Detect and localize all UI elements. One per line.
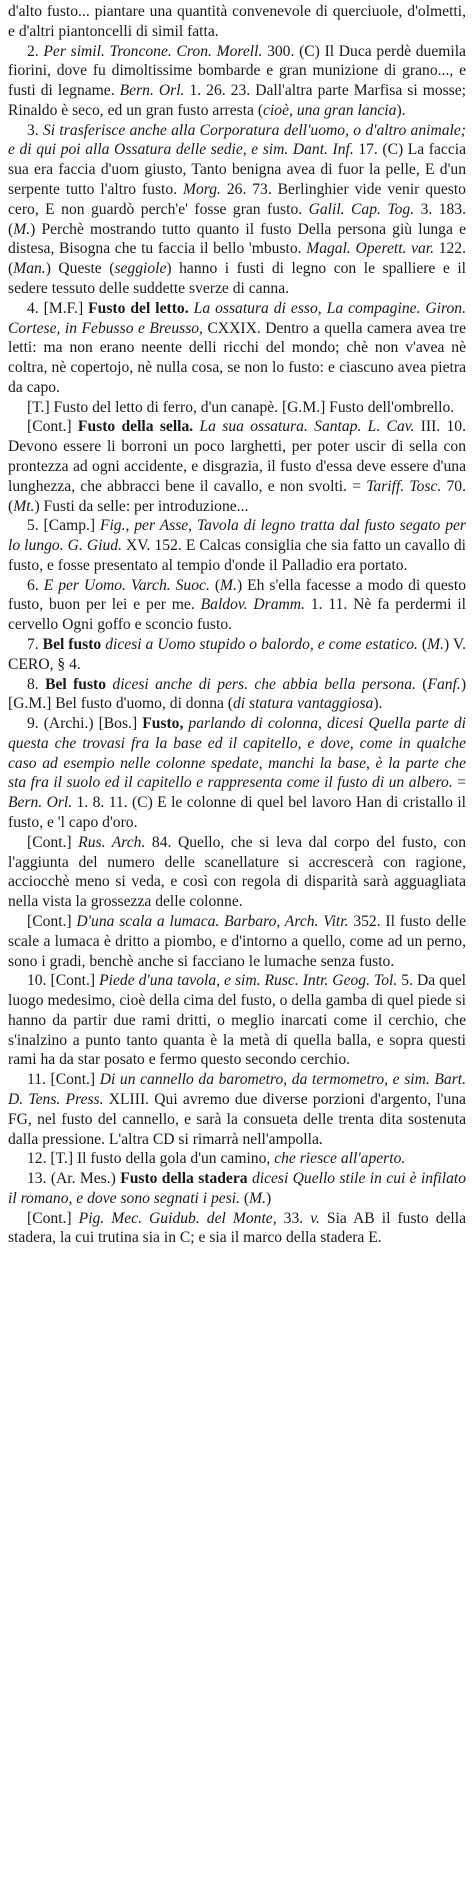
italic-text: Mt. — [13, 497, 35, 515]
italic-text: di statura vantaggiosa — [233, 695, 374, 713]
italic-text: M. — [220, 576, 237, 594]
italic-text: Di un cannello da barometro, da termometro, e sim. Bart. D. Tens. Press. — [8, 1071, 466, 1108]
italic-text: Magal. Operett. var. — [306, 240, 435, 258]
body-text: 26. 73. Berlinghier vide venir questo cero, E non guardò perch'e' fosse gran fusto. — [8, 181, 466, 218]
headword-text: Fusto del letto. — [88, 299, 189, 317]
body-text: 11. [Cont.] — [27, 1071, 100, 1089]
body-text: 9. (Archi.) [Bos.] — [27, 715, 143, 733]
italic-text: M. — [427, 636, 444, 653]
italic-text: Per simil. Troncone. Cron. Morell. — [43, 42, 263, 60]
entry-paragraph — [8, 833, 466, 912]
body-text: ) Perchè mostrando tutto quanto il fusto Della persona giù lunga e distesa, Bisogna che tu faccia il bello 'mbusto. — [8, 220, 466, 258]
italic-text: Bern. Orl. — [8, 794, 73, 812]
body-text: ( — [415, 675, 428, 693]
headword-text: Fusto della stadera — [120, 1170, 248, 1188]
body-text: 1. 11. Nè fa perdermi il cervello Ogni goffo e sconcio fusto. — [8, 596, 467, 634]
entry-paragraph — [8, 1149, 466, 1169]
body-text: ) Eh s'ella facesse a modo di questo fusto, buon per lei e per me. — [8, 576, 467, 614]
italic-text: D'una scala a lumaca. Barbaro, Arch. Vitr. — [76, 912, 349, 930]
italic-text: Piede d'una tavola, e sim. Rusc. Intr. Geog. Tol. — [99, 972, 398, 990]
entry-paragraph — [8, 675, 466, 715]
italic-text: cioè, una gran lancia — [263, 101, 397, 119]
body-text: ) [G.M.] Bel fusto d'uomo, di donna ( — [8, 675, 467, 713]
entry-paragraph — [8, 576, 466, 635]
body-text: ) V. CERO, § 4. — [8, 636, 467, 673]
italic-text: Baldov. Dramm. — [200, 596, 305, 614]
body-text: Sia AB il fusto della stadera, la cui trutina sia in C; e sia il marco della stadera E. — [8, 1209, 466, 1247]
body-text: 3. — [27, 121, 43, 139]
italic-text: dicesi a Uomo stupido o balordo, e come estatico. — [105, 636, 418, 653]
body-text: = — [452, 774, 466, 792]
entry-paragraph — [8, 2, 466, 42]
body-text: 7. — [27, 636, 43, 653]
entry-paragraph — [8, 42, 466, 121]
body-text: 6. — [27, 576, 44, 594]
body-text: ( — [209, 576, 221, 594]
italic-text: v. — [310, 1209, 320, 1227]
body-text: ) hanno i fusti di legno con le spalliere e il sedere tessuto delle suddette sverze di canna. — [8, 260, 466, 297]
body-text: 8. — [27, 675, 46, 693]
body-text: XV. 152. E Calcas consiglia che sia fatto un cavallo di fusto, e fosse presentato al tempio d'onde il Palladio era portato. — [8, 537, 466, 574]
italic-text: Pig. Mec. Guidub. del Monte, — [78, 1209, 277, 1227]
italic-text: Fig., per Asse, Tavola di legno tratta dal fusto segato per lo lungo. G. Giud. — [8, 517, 466, 555]
entry-paragraph — [8, 417, 466, 516]
italic-text: che riesce all'aperto. — [274, 1150, 406, 1168]
italic-text: Si trasferisce anche alla Corporatura dell'uomo, o d'altro animale; e di qui poi alla Ossatura delle sedie, e sim. Dant. Inf. — [8, 121, 466, 159]
italic-text: Morg. — [182, 181, 221, 199]
body-text: ) — [266, 1189, 272, 1207]
body-text: 10. [Cont.] — [27, 972, 100, 990]
headword-text: Bel fusto — [45, 675, 107, 693]
italic-text: Galil. Cap. Tog. — [308, 200, 415, 218]
body-text: III. 10. Devono essere li borroni un poco larghetti, per poter uscir di sella con prontezza ad ogni accidente, e disgrazia, il fusto d'essa deve essere d'una lunghezza, che abbracci bene il cavallo, e non svolti. = — [8, 418, 466, 495]
body-text: 12. [T.] Il fusto della gola d'un camino, — [27, 1150, 275, 1168]
body-text: 300. (C) Il Duca perdè duemila fiorini, dove fu dimoltissime bombarde e gran munizione di grano..., e fusti di legname. — [8, 42, 466, 100]
body-text: 4. [M.F.] — [27, 299, 89, 317]
body-text: [T.] Fusto del letto di ferro, d'un canapè. [G.M.] Fusto dell'ombrello. — [27, 398, 455, 416]
italic-text: Tariff. Tosc. — [366, 477, 442, 495]
body-text: 5. [Camp.] — [27, 517, 100, 535]
body-text: ( — [240, 1189, 250, 1207]
italic-text: La ossatura di esso, La compagine. Giron. Cortese, in Febusso e Breusso, — [8, 299, 466, 337]
body-text: 352. Il fusto delle scale a lumaca è dritto a piombo, e d'intorno a quello, come ad un perno, sono i gradi, benchè anche si facciano le lumache senza fusto. — [8, 912, 467, 970]
entry-paragraph — [8, 912, 466, 971]
italic-text: Fanf. — [427, 675, 461, 693]
entry-paragraph — [8, 1169, 466, 1209]
italic-text: M. — [13, 220, 31, 238]
body-text: 5. Da quel luogo medesimo, cioè della cima del fusto, o della gamba di quel piede si hanno da partir due rami dritti, o meglio inarcati come il cerchio, che s'inalzino a punto tanto quanta è la metà di quella balla, e sopra questi rami ha da star posato e fermo questo secondo cerchio. — [8, 972, 467, 1069]
body-text: 70. ( — [8, 477, 466, 515]
italic-text: La sua ossatura. Santap. L. Cav. — [199, 418, 415, 436]
body-text: CXXIX. Dentro a quella camera avea tre letti: ma non erano neente delli ricchi del mondo; chè non v'avea nè coltra, nè copertojo, nè nulla cosa, se non lo fusto: e ciascuno avea pietra da capo. — [8, 319, 467, 396]
body-text: 84. Quello, che si leva dal corpo del fusto, con l'aggiunta del numero delle scanellature si accrescerà con ragione, acciocchè meno si veda, e così con regola di disparità sarà agguagliata nella vista la grossezza delle colonne. — [8, 833, 466, 911]
italic-text: Rus. Arch. — [78, 833, 146, 851]
body-text: ). — [396, 101, 406, 119]
body-text: 1. 8. 11. (C) E le colonne di quel bel lavoro Han di cristallo il fusto, e 'l capo d'oro. — [8, 794, 466, 832]
entry-paragraph — [8, 1209, 466, 1249]
body-text: 1. 26. 23. Dall'altra parte Marfisa si mosse; Rinaldo è seco, ed un gran fusto arresta ( — [8, 82, 467, 119]
entry-paragraph — [8, 1070, 466, 1149]
body-text: 3. 183. ( — [8, 200, 467, 238]
body-text: [Cont.] — [27, 418, 78, 436]
dictionary-entry-body — [8, 2, 466, 1248]
entry-paragraph — [8, 635, 466, 675]
headword-text: Fusto, — [142, 715, 184, 733]
body-text: XLIII. Qui avremo due diverse porzioni d'argento, l'una FG, nel fusto del cannello, e sarà la consueta delle trenta dita sostenuta dalla pressione. L'altra CD si rimarrà nell'ampolla. — [8, 1090, 466, 1148]
entry-paragraph — [8, 398, 466, 418]
body-text: 13. (Ar. Mes.) — [27, 1170, 121, 1188]
entry-paragraph — [8, 299, 466, 398]
body-text: 122. ( — [8, 240, 466, 278]
italic-text: Bern. Orl. — [119, 82, 185, 100]
italic-text: Man. — [13, 260, 46, 278]
body-text: 33. — [276, 1209, 311, 1227]
body-text: 17. (C) La faccia sua era faccia d'uom giusto, Tanto benigna avea di fuor la pelle, E d'un serpente tutto l'altro fusto. — [8, 141, 467, 199]
body-text: [Cont.] — [27, 1209, 79, 1227]
headword-text: Bel fusto — [42, 636, 102, 653]
body-text: ) Fusti da selle: per introduzione... — [34, 497, 249, 515]
italic-text: dicesi Quello stile in cui è infilato il romano, e dove sono segnati i pesi. — [8, 1170, 466, 1207]
italic-text: M. — [249, 1189, 266, 1207]
body-text: [Cont.] — [27, 833, 79, 851]
body-text: d'alto fusto... piantare una quantità convenevole di querciuole, d'olmetti, e d'altri piantoncelli di simil fatta. — [8, 3, 466, 40]
body-text: [Cont.] — [27, 912, 77, 930]
body-text: ) Queste ( — [45, 260, 115, 278]
italic-text: parlando di colonna, dicesi Quella parte di questa che trovasi fra la base ed il capitello, e dove, come in qualche caso ad esempio nelle colonne spedate, manchi la base, è la parte che sta fra il suolo ed il capitello e rappresenta come il fusto di un albero. — [8, 715, 467, 792]
body-text: 2. — [27, 42, 44, 60]
italic-text: E per Uomo. Varch. Suoc. — [43, 576, 210, 594]
italic-text: dicesi anche di pers. che abbia bella persona. — [112, 675, 416, 693]
headword-text: Fusto della sella. — [77, 418, 194, 436]
italic-text: seggiole — [114, 260, 167, 278]
entry-paragraph — [8, 971, 466, 1070]
entry-paragraph — [8, 121, 466, 299]
body-text: ( — [417, 636, 428, 653]
body-text: ). — [373, 695, 383, 713]
entry-paragraph — [8, 516, 466, 575]
entry-paragraph — [8, 714, 466, 833]
